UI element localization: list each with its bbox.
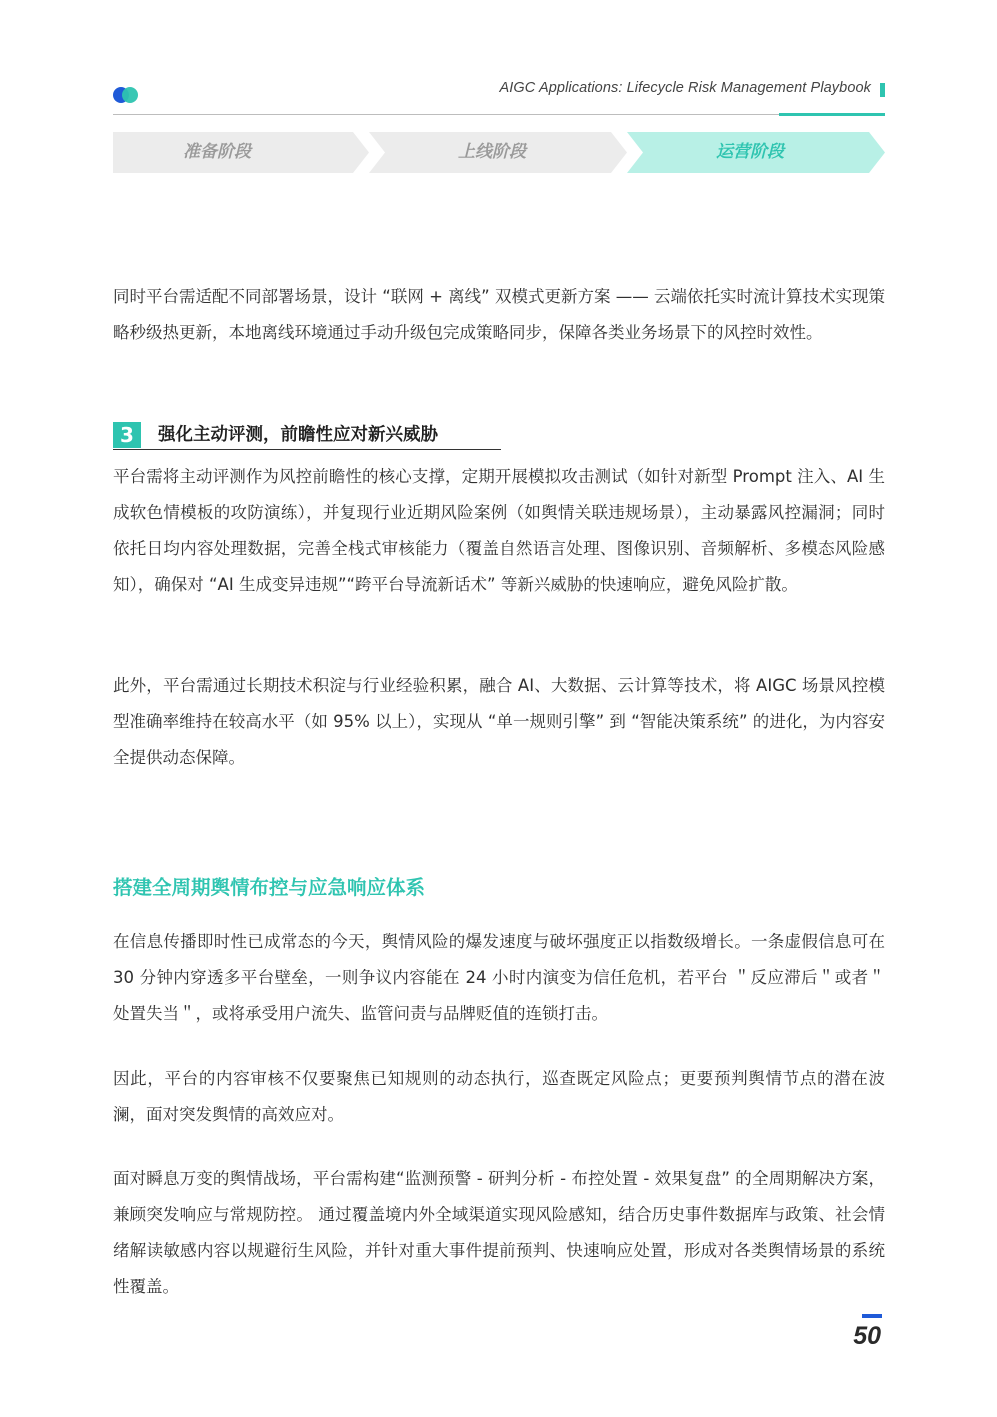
stage-prepare-label: 准备阶段: [183, 142, 251, 162]
header-divider: [113, 114, 885, 115]
subheading-title: 强化主动评测，前瞻性应对新兴威胁: [158, 425, 438, 445]
stage-launch-label: 上线阶段: [458, 142, 526, 162]
running-header-title: AIGC Applications: Lifecycle Risk Management Playbook: [499, 80, 871, 96]
logo-circle-teal: [122, 87, 138, 103]
section-title: 搭建全周期舆情布控与应急响应体系: [113, 876, 426, 899]
paragraph-evaluation: 平台需将主动评测作为风控前瞻性的核心支撑，定期开展模拟攻击测试（如针对新型 Prompt 注入、AI 生成软色情模板的攻防演练），并复现行业近期风险案例（如舆情关联违规场景），主动暴露风控漏洞；同时依托日均内容处理数据，完善全栈式审核能力（覆盖自然语言处理、图像识别、音频解析、多模态风险感知），确保对 “AI 生成变异违规”“跨平台导流新话术” 等新兴威胁的快速响应，避免风险扩散。: [113, 467, 885, 594]
stage-progress-bar: [113, 132, 885, 173]
subheading-underline: [113, 449, 501, 450]
header-divider-accent: [779, 113, 885, 116]
brand-logo: [113, 86, 139, 104]
header-accent-mark: [880, 83, 885, 97]
paragraph-section-2: 因此，平台的内容审核不仅要聚焦已知规则的动态执行，巡查既定风险点；更要预判舆情节点的潜在波澜，面对突发舆情的高效应对。: [113, 1069, 885, 1124]
subheading-number: 3: [113, 422, 141, 448]
paragraph-section-3: 面对瞬息万变的舆情战场，平台需构建“监测预警 - 研判分析 - 布控处置 - 效果复盘” 的全周期解决方案，兼顾突发响应与常规防控。 通过覆盖境内外全域渠道实现风险感知，结合历史事件数据库与政策、社会情绪解读敏感内容以规避衍生风险，并针对重大事件提前预判、快速响应处置，形成对各类舆情场景的系统性覆盖。: [113, 1169, 885, 1296]
stage-operate-label: 运营阶段: [716, 142, 784, 162]
paragraph-section-1: 在信息传播即时性已成常态的今天，舆情风险的爆发速度与破坏强度正以指数级增长。一条虚假信息可在 30 分钟内穿透多平台壁垒，一则争议内容能在 24 小时内演变为信任危机，若平台 ＂反应滞后＂或者＂处置失当＂，或将承受用户流失、监管问责与品牌贬值的连锁打击。: [113, 932, 885, 1023]
page-number-mark: [862, 1314, 882, 1318]
paragraph-intro: 同时平台需适配不同部署场景，设计 “联网 + 离线” 双模式更新方案 —— 云端依托实时流计算技术实现策略秒级热更新，本地离线环境通过手动升级包完成策略同步，保障各类业务场景下的风控时效性。: [113, 287, 885, 342]
paragraph-model: 此外，平台需通过长期技术积淀与行业经验积累，融合 AI、大数据、云计算等技术，将 AIGC 场景风控模型准确率维持在较高水平（如 95% 以上），实现从 “单一规则引擎” 到 “智能决策系统” 的进化，为内容安全提供动态保障。: [113, 676, 885, 767]
page-number: 50: [853, 1322, 881, 1350]
subheading: [113, 422, 501, 450]
